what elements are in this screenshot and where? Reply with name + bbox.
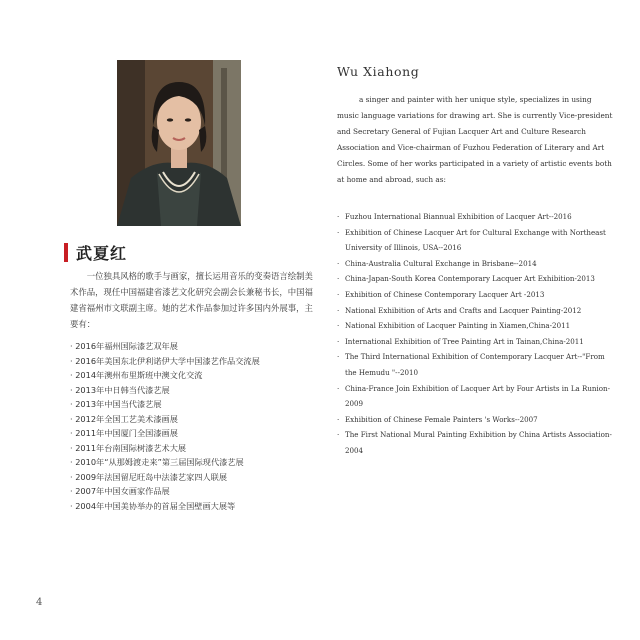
en-artist-name: Wu Xiahong: [337, 64, 420, 79]
cn-list-item: · 2016年福州国际漆艺双年展: [70, 341, 178, 351]
en-list-item: · Exhibition of Chinese Lacquer Art for Cultural Exchange with Northeast University of Illinois, USA--2016: [337, 227, 606, 253]
en-list-item: · The Third International Exhibition of Contemporary Lacquer Art--"From the Hemudu "--2010: [337, 352, 605, 377]
cn-list-item: · 2014年澳州布里斯班中澳文化交流: [70, 370, 203, 380]
cn-list-item: · 2011年台南国际树漆艺术大展: [70, 442, 187, 453]
portrait-photo: [117, 60, 241, 226]
cn-list-item: · 2004年中国美协举办的首届全国壁画大展等: [70, 500, 236, 511]
cn-list-item: · 2013年中日韩当代漆艺展: [70, 384, 170, 395]
cn-intro-paragraph: 一位独具风格的歌手与画家，擅长运用音乐的变奏语言绘制美术作品，现任中国福建省漆艺文化研究会副会长兼秘书长，中国福建省福州市文联副主席。她的艺术作品参加过许多国内外展事，主要有：: [70, 271, 313, 329]
cn-name-heading: [64, 240, 127, 264]
page-number: 4: [36, 597, 43, 608]
en-list-item: · National Exhibition of Lacquer Painting in Xiamen,China-2011: [337, 321, 571, 331]
en-list-item: · International Exhibition of Tree Painting Art in Tainan,China-2011: [337, 336, 584, 346]
en-list-item: · China-Australia Cultural Exchange in Brisbane--2014: [337, 258, 537, 268]
cn-list-item: · 2011年中国厦门全国漆画展: [70, 428, 178, 438]
en-list-item: · Fuzhou International Biannual Exhibition of Lacquer Art--2016: [337, 212, 572, 221]
cn-artist-name: 武夏红: [76, 243, 128, 263]
en-list-item: · National Exhibition of Arts and Crafts and Lacquer Painting-2012: [337, 305, 582, 315]
en-list-item: · The First National Mural Painting Exhibition by China Artists Association- 2004: [337, 430, 612, 455]
en-list-item: · Exhibition of Chinese Contemporary Lacquer Art -2013: [337, 289, 545, 299]
en-exhibition-list: [337, 209, 617, 459]
cn-list-item: · 2013年中国当代漆艺展: [70, 399, 162, 409]
cn-list-item: · 2009年法国留尼旺岛中法漆艺家四人联展: [70, 471, 228, 482]
en-list-item: · China-Japan-South Korea Contemporary Lacquer Art Exhibition-2013: [337, 274, 595, 284]
cn-exhibition-list: [70, 339, 320, 513]
cn-list-item: · 2012年全国工艺美术漆画展: [70, 413, 178, 424]
en-intro-paragraph: a singer and painter with her unique style, specializes in using music language variations for drawing art. She is currently Vice-president and Secretary General of Fujian Lacquer Art and Culture Research Association and Vice-chairman of Fuzhou Federation of Literary and Art Circles. Some of her works participated in a variety of artistic events both at home and abroad, such as:: [337, 95, 613, 185]
cn-list-item: · 2010年“从那姆渡走来”第三届国际现代漆艺展: [70, 457, 244, 467]
en-list-item: · China-France Join Exhibition of Lacquer Art by Four Artists in La Runion-2009: [337, 383, 610, 409]
cn-list-item: · 2016年美国东北伊利诺伊大学中国漆艺作品交流展: [70, 355, 260, 366]
en-list-item: · Exhibition of Chinese Female Painters 's Works--2007: [337, 414, 538, 424]
accent-bar: [64, 243, 68, 262]
cn-list-item: · 2007年中国女画家作品展: [70, 486, 170, 496]
